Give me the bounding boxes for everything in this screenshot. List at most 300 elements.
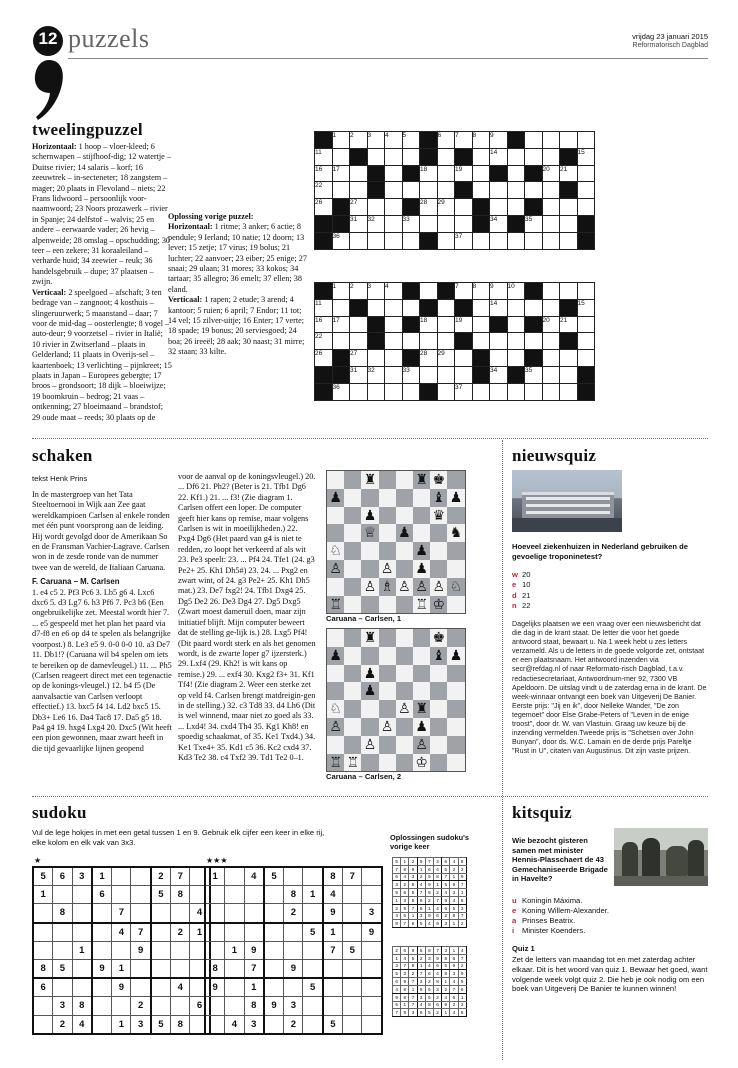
sudoku-cell[interactable] bbox=[362, 959, 382, 978]
crossword-cell[interactable] bbox=[472, 383, 490, 400]
crossword-cell[interactable] bbox=[560, 383, 578, 400]
sudoku-hard-grid[interactable] bbox=[204, 866, 383, 1035]
crossword-cell[interactable]: 27 bbox=[350, 199, 368, 216]
schaken-byline: tekst Henk Prins bbox=[32, 474, 88, 483]
crossword-cell[interactable] bbox=[385, 165, 403, 182]
solution-cell: 9 bbox=[393, 889, 401, 897]
sudoku-cell[interactable] bbox=[131, 886, 151, 904]
crossword-cell[interactable] bbox=[525, 182, 543, 199]
kit-option-u[interactable] bbox=[512, 896, 702, 906]
solution-cell: 6 bbox=[433, 962, 441, 970]
sudoku-cell[interactable] bbox=[225, 904, 244, 923]
crossword-cell[interactable] bbox=[507, 165, 525, 182]
crossword-cell[interactable] bbox=[507, 182, 525, 199]
crossword-cell[interactable]: 31 bbox=[350, 366, 368, 383]
solution-cell: 1 bbox=[442, 978, 450, 986]
crossword-black-cell bbox=[525, 316, 543, 333]
crossword-cell[interactable]: 5 bbox=[402, 132, 420, 149]
crossword-black-cell bbox=[472, 350, 490, 367]
crossword-cell[interactable] bbox=[367, 148, 385, 165]
sudoku-cell[interactable] bbox=[264, 941, 284, 959]
sudoku-cell[interactable] bbox=[53, 886, 72, 904]
crossword-cell[interactable] bbox=[332, 182, 350, 199]
crossword-cell[interactable] bbox=[560, 232, 578, 249]
sudoku-cell[interactable] bbox=[225, 867, 244, 886]
kit-option-e[interactable] bbox=[512, 906, 702, 916]
sudoku-cell[interactable] bbox=[131, 978, 151, 997]
sudoku-cell[interactable] bbox=[205, 941, 225, 959]
crossword-cell[interactable] bbox=[402, 383, 420, 400]
crossword-cell[interactable] bbox=[350, 232, 368, 249]
chess-square bbox=[344, 578, 361, 596]
sudoku-cell[interactable] bbox=[284, 867, 303, 886]
sudoku-cell[interactable] bbox=[264, 923, 284, 942]
crossword-cell[interactable] bbox=[332, 333, 350, 350]
crossword-cell[interactable]: 3 bbox=[367, 283, 385, 300]
crossword-cell[interactable] bbox=[437, 299, 455, 316]
crossword-cell[interactable] bbox=[542, 333, 560, 350]
sudoku-cell[interactable] bbox=[92, 997, 112, 1015]
crossword-cell[interactable] bbox=[490, 182, 508, 199]
sudoku-cell[interactable] bbox=[303, 959, 323, 978]
crossword-cell[interactable]: 7 bbox=[455, 283, 473, 300]
crossword-cell[interactable]: 11 bbox=[315, 299, 333, 316]
crossword-cell[interactable] bbox=[525, 148, 543, 165]
kit-option-a[interactable] bbox=[512, 916, 702, 926]
sudoku-cell[interactable] bbox=[343, 978, 362, 997]
crossword-cell[interactable] bbox=[542, 299, 560, 316]
sudoku-cell[interactable] bbox=[362, 941, 382, 959]
sudoku-cell[interactable] bbox=[205, 904, 225, 923]
sudoku-cell[interactable] bbox=[264, 959, 284, 978]
crossword-cell[interactable] bbox=[577, 182, 595, 199]
option-n[interactable] bbox=[512, 601, 702, 611]
crossword-cell[interactable] bbox=[402, 148, 420, 165]
solution-cell: 6 bbox=[458, 985, 466, 993]
crossword-cell[interactable] bbox=[507, 350, 525, 367]
sudoku-cell[interactable] bbox=[244, 904, 264, 923]
crossword-cell[interactable] bbox=[472, 148, 490, 165]
crossword-cell[interactable] bbox=[402, 333, 420, 350]
crossword-cell[interactable]: 16 bbox=[315, 165, 333, 182]
sudoku-cell[interactable] bbox=[225, 959, 244, 978]
sudoku-cell[interactable] bbox=[53, 978, 72, 997]
crossword-cell[interactable] bbox=[507, 299, 525, 316]
crossword-cell[interactable]: 21 bbox=[560, 165, 578, 182]
crossword-cell[interactable]: 34 bbox=[490, 366, 508, 383]
sudoku-cell[interactable] bbox=[225, 886, 244, 904]
sudoku-cell[interactable] bbox=[92, 923, 112, 942]
sudoku-cell[interactable] bbox=[362, 997, 382, 1015]
crossword-cell[interactable] bbox=[455, 366, 473, 383]
crossword-cell[interactable] bbox=[577, 165, 595, 182]
sudoku-cell[interactable] bbox=[264, 904, 284, 923]
crossword-cell[interactable]: 9 bbox=[490, 283, 508, 300]
crossword-cell[interactable] bbox=[437, 165, 455, 182]
sudoku-cell[interactable] bbox=[171, 959, 190, 978]
sudoku-cell[interactable] bbox=[323, 959, 343, 978]
crossword-cell[interactable]: 20 bbox=[542, 316, 560, 333]
crossword-cell[interactable]: 15 bbox=[577, 148, 595, 165]
crossword-cell[interactable] bbox=[385, 299, 403, 316]
crossword-cell[interactable] bbox=[507, 148, 525, 165]
crossword-cell[interactable] bbox=[437, 366, 455, 383]
crossword-cell[interactable] bbox=[420, 215, 438, 232]
crossword-cell[interactable]: 15 bbox=[577, 299, 595, 316]
solution-cell: 6 bbox=[425, 865, 433, 873]
crossword-cell[interactable]: 21 bbox=[560, 316, 578, 333]
crossword-cell[interactable] bbox=[560, 350, 578, 367]
schaken-col2: voor de aanval op de koningsvleugel.) 20. ... Df6 21. Ph2? (Beter is 21. Tfb1 Dg6 22. Kf1.) 21. ... f3! (Zie diagram 1. Carlsen offert een loper. De computer geeft hier kans op remise, maar volgens Carlsen is wit in moeilijkheden.) 22. Pxg4 Dg6 (Het paard van g4 is niet te redden, zo loopt het verkeerd af als wit 23. Pe3 speelt: 23. ... Pf4 24. Tfe1 (24. g3 Pe2+ 25. Kh1 Dh5#) 23. 24. ... Pxg2 en zwart wint, of 24. g3 Pe2+ 25. Kh1 Dh5 mat.) 23. De7 fxg2! 24. Tfb1 Dxg4 25. Dg5 De2 26. De3 Dg4 27. Dg5 Dxg5 (Zwart moest dameruil doen, maar zijn initiatief blijft. Mijn computer beweert dat de stelling ge-lijk is.) 28. Lxg5 Pf4! (Dit paard wordt sterk en als het genomen wordt, is de zwarte loper g7 ijzersterk.) 29. Lxf4 (29. Kh2! is wit kans op remise.) 29. ... exf4 30. Kxg2 f3+ 31. Kf1 Tf4! (Zie diagram 2. Weer een sterke zet op veld f4. Carlsen brengt matdreigin-gen in de stelling.) 32. c3 Td8 33. d4 Lh6 (Dit is wel winnend, maar niet zo goed als 33. ... Lxd4! 34. cxd4 Th4 35. Kg1 Kh8! en spoedig schaakmat, of 35. Ke1 Txd4.) 34. Ke1 Txe4+ 35. Kd1 c5 36. Kc2 cxd4 37. Kd3 Te2 38. c4 Txf2 39. Td1 Te2 0–1. bbox=[178, 472, 316, 762]
crossword-cell[interactable] bbox=[402, 182, 420, 199]
white-pawn-icon: ♙ bbox=[329, 561, 342, 577]
crossword-cell[interactable] bbox=[577, 283, 595, 300]
crossword-cell[interactable] bbox=[385, 316, 403, 333]
crossword-cell[interactable] bbox=[332, 299, 350, 316]
crossword-cell[interactable]: 8 bbox=[472, 283, 490, 300]
crossword-cell[interactable]: 1 bbox=[332, 283, 350, 300]
solution-cell: 9 bbox=[433, 920, 441, 928]
crossword-cell[interactable]: 22 bbox=[315, 182, 333, 199]
crossword-cell[interactable] bbox=[542, 215, 560, 232]
crossword-cell[interactable] bbox=[350, 182, 368, 199]
sudoku-cell[interactable] bbox=[33, 941, 53, 959]
sudoku-cell[interactable] bbox=[205, 923, 225, 942]
chess-square bbox=[413, 524, 430, 542]
crossword-cell[interactable]: 31 bbox=[350, 215, 368, 232]
crossword-cell[interactable] bbox=[420, 182, 438, 199]
crossword-cell[interactable] bbox=[455, 350, 473, 367]
crossword-cell[interactable] bbox=[350, 383, 368, 400]
crossword-cell[interactable] bbox=[385, 199, 403, 216]
sudoku-cell[interactable] bbox=[33, 997, 53, 1015]
crossword-cell[interactable] bbox=[367, 199, 385, 216]
sudoku-cell[interactable] bbox=[362, 867, 382, 886]
crossword-grid-2[interactable] bbox=[314, 282, 595, 401]
sudoku-cell: 9 bbox=[92, 959, 112, 978]
crossword-cell[interactable]: 19 bbox=[455, 316, 473, 333]
sudoku-cell[interactable] bbox=[343, 997, 362, 1015]
crossword-cell[interactable] bbox=[420, 283, 438, 300]
crossword-cell[interactable] bbox=[472, 182, 490, 199]
crossword-cell[interactable] bbox=[402, 232, 420, 249]
sudoku-cell[interactable] bbox=[151, 997, 171, 1015]
crossword-cell[interactable]: 36 bbox=[332, 383, 350, 400]
sudoku-cell[interactable] bbox=[92, 904, 112, 923]
sudoku-cell[interactable] bbox=[303, 867, 323, 886]
sudoku-cell[interactable] bbox=[343, 1015, 362, 1034]
crossword-cell[interactable]: 22 bbox=[315, 333, 333, 350]
sudoku-cell[interactable] bbox=[343, 886, 362, 904]
crossword-cell[interactable] bbox=[542, 232, 560, 249]
crossword-cell[interactable] bbox=[472, 299, 490, 316]
crossword-cell[interactable] bbox=[332, 148, 350, 165]
crossword-cell[interactable] bbox=[385, 182, 403, 199]
crossword-cell[interactable]: 33 bbox=[402, 215, 420, 232]
crossword-cell[interactable] bbox=[507, 383, 525, 400]
crossword-cell[interactable] bbox=[542, 350, 560, 367]
crossword-cell[interactable]: 10 bbox=[507, 283, 525, 300]
crossword-cell[interactable] bbox=[455, 199, 473, 216]
sudoku-cell[interactable] bbox=[131, 904, 151, 923]
crossword-cell[interactable] bbox=[385, 333, 403, 350]
crossword-cell[interactable] bbox=[437, 182, 455, 199]
crossword-cell[interactable]: 18 bbox=[420, 165, 438, 182]
crossword-cell[interactable] bbox=[367, 350, 385, 367]
crossword-cell[interactable] bbox=[542, 148, 560, 165]
sudoku-cell[interactable] bbox=[205, 886, 225, 904]
sudoku-cell: 1 bbox=[225, 941, 244, 959]
crossword-cell[interactable] bbox=[490, 333, 508, 350]
crossword-cell[interactable]: 35 bbox=[525, 366, 543, 383]
crossword-cell[interactable] bbox=[542, 283, 560, 300]
crossword-cell[interactable] bbox=[385, 366, 403, 383]
crossword-cell[interactable] bbox=[490, 232, 508, 249]
sudoku-cell[interactable] bbox=[303, 1015, 323, 1034]
crossword-cell[interactable] bbox=[542, 383, 560, 400]
sudoku-cell[interactable] bbox=[225, 997, 244, 1015]
crossword-cell[interactable] bbox=[542, 182, 560, 199]
sudoku-cell[interactable] bbox=[205, 1015, 225, 1034]
sudoku-cell[interactable] bbox=[33, 904, 53, 923]
crossword-cell[interactable]: 14 bbox=[490, 148, 508, 165]
sudoku-cell[interactable] bbox=[362, 886, 382, 904]
chess-square bbox=[447, 754, 464, 772]
sudoku-cell[interactable] bbox=[343, 923, 362, 942]
crossword-black-cell bbox=[332, 366, 350, 383]
crossword-cell[interactable] bbox=[385, 215, 403, 232]
crossword-cell[interactable]: 2 bbox=[350, 283, 368, 300]
sudoku-instructions: Vul de lege hokjes in met een getal tussen 1 en 9. Gebruik elk cijfer een keer in elke rij, elke kolom en elk vak van 3x3. bbox=[32, 828, 325, 847]
sudoku-cell[interactable] bbox=[33, 923, 53, 942]
crossword-cell[interactable] bbox=[507, 316, 525, 333]
sudoku-cell[interactable] bbox=[151, 923, 171, 942]
crossword-black-cell bbox=[332, 199, 350, 216]
sudoku-cell[interactable] bbox=[92, 941, 112, 959]
option-d[interactable] bbox=[512, 591, 702, 601]
crossword-cell[interactable]: 37 bbox=[455, 383, 473, 400]
crossword-cell[interactable] bbox=[437, 148, 455, 165]
crossword-grid-1[interactable] bbox=[314, 131, 595, 250]
crossword-cell[interactable] bbox=[525, 232, 543, 249]
crossword-cell[interactable]: 2 bbox=[350, 132, 368, 149]
crossword-cell[interactable] bbox=[350, 316, 368, 333]
crossword-cell[interactable] bbox=[472, 316, 490, 333]
crossword-cell[interactable]: 8 bbox=[472, 132, 490, 149]
crossword-cell[interactable] bbox=[367, 383, 385, 400]
sudoku-cell[interactable] bbox=[225, 978, 244, 997]
crossword-cell[interactable] bbox=[577, 199, 595, 216]
crossword-cell[interactable]: 26 bbox=[315, 350, 333, 367]
crossword-cell[interactable] bbox=[472, 333, 490, 350]
crossword-cell[interactable] bbox=[385, 383, 403, 400]
crossword-cell[interactable] bbox=[350, 333, 368, 350]
sudoku-cell[interactable] bbox=[112, 867, 131, 886]
crossword-cell[interactable] bbox=[577, 132, 595, 149]
solution-cell: 7 bbox=[458, 954, 466, 962]
sudoku-cell[interactable] bbox=[264, 886, 284, 904]
sudoku-cell[interactable] bbox=[112, 941, 131, 959]
crossword-cell[interactable]: 18 bbox=[420, 316, 438, 333]
crossword-cell[interactable] bbox=[420, 333, 438, 350]
sudoku-cell[interactable] bbox=[303, 997, 323, 1015]
crossword-cell[interactable] bbox=[385, 148, 403, 165]
solution-cell: 3 bbox=[393, 881, 401, 889]
crossword-cell[interactable]: 33 bbox=[402, 366, 420, 383]
sudoku-cell[interactable] bbox=[171, 904, 190, 923]
crossword-cell[interactable] bbox=[472, 232, 490, 249]
crossword-cell[interactable] bbox=[350, 165, 368, 182]
crossword-cell[interactable] bbox=[437, 333, 455, 350]
sudoku-cell[interactable] bbox=[323, 978, 343, 997]
crossword-cell[interactable]: 9 bbox=[490, 132, 508, 149]
crossword-cell[interactable] bbox=[507, 199, 525, 216]
crossword-cell[interactable] bbox=[525, 299, 543, 316]
crossword-cell[interactable] bbox=[560, 132, 578, 149]
sudoku-cell[interactable] bbox=[72, 886, 92, 904]
sudoku-cell[interactable] bbox=[53, 923, 72, 942]
sudoku-cell[interactable] bbox=[112, 886, 131, 904]
sudoku-cell[interactable] bbox=[244, 923, 264, 942]
crossword-cell[interactable]: 19 bbox=[455, 165, 473, 182]
crossword-cell[interactable] bbox=[525, 383, 543, 400]
crossword-cell[interactable] bbox=[542, 199, 560, 216]
sudoku-cell[interactable] bbox=[171, 941, 190, 959]
sudoku-cell[interactable] bbox=[92, 1015, 112, 1034]
crossword-cell[interactable] bbox=[490, 350, 508, 367]
sudoku-cell[interactable] bbox=[72, 959, 92, 978]
crossword-cell[interactable] bbox=[385, 350, 403, 367]
sudoku-easy-grid[interactable] bbox=[32, 866, 211, 1035]
crossword-cell[interactable] bbox=[437, 215, 455, 232]
sudoku-cell[interactable] bbox=[53, 941, 72, 959]
sudoku-cell[interactable] bbox=[131, 959, 151, 978]
sudoku-cell[interactable] bbox=[362, 978, 382, 997]
sudoku-cell[interactable] bbox=[72, 904, 92, 923]
crossword-cell[interactable]: 35 bbox=[525, 215, 543, 232]
sudoku-cell[interactable] bbox=[151, 904, 171, 923]
sudoku-cell[interactable] bbox=[284, 941, 303, 959]
crossword-cell[interactable]: 27 bbox=[350, 350, 368, 367]
crossword-cell[interactable] bbox=[542, 366, 560, 383]
sudoku-cell[interactable] bbox=[323, 997, 343, 1015]
crossword-cell[interactable] bbox=[367, 299, 385, 316]
crossword-cell[interactable] bbox=[437, 232, 455, 249]
sudoku-cell[interactable] bbox=[264, 1015, 284, 1034]
sudoku-cell[interactable] bbox=[131, 867, 151, 886]
crossword-cell[interactable] bbox=[577, 350, 595, 367]
crossword-cell[interactable]: 17 bbox=[332, 165, 350, 182]
crossword-cell[interactable]: 32 bbox=[367, 366, 385, 383]
crossword-cell[interactable] bbox=[577, 316, 595, 333]
crossword-cell[interactable]: 17 bbox=[332, 316, 350, 333]
crossword-cell[interactable] bbox=[437, 383, 455, 400]
chess-square bbox=[344, 596, 361, 614]
option-w[interactable] bbox=[512, 570, 702, 580]
crossword-cell[interactable] bbox=[525, 333, 543, 350]
crossword-cell[interactable] bbox=[385, 232, 403, 249]
crossword-cell[interactable]: 29 bbox=[437, 350, 455, 367]
crossword-cell[interactable]: 14 bbox=[490, 299, 508, 316]
crossword-cell[interactable]: 1 bbox=[332, 132, 350, 149]
crossword-cell[interactable]: 7 bbox=[455, 132, 473, 149]
sudoku-cell[interactable] bbox=[343, 904, 362, 923]
crossword-cell[interactable]: 3 bbox=[367, 132, 385, 149]
sudoku-cell[interactable] bbox=[112, 997, 131, 1015]
sudoku-cell[interactable] bbox=[362, 1015, 382, 1034]
option-e[interactable] bbox=[512, 580, 702, 590]
sudoku-cell[interactable] bbox=[33, 1015, 53, 1034]
crossword-cell[interactable] bbox=[507, 232, 525, 249]
sudoku-cell[interactable] bbox=[151, 978, 171, 997]
crossword-cell[interactable]: 34 bbox=[490, 215, 508, 232]
crossword-cell[interactable]: 6 bbox=[437, 132, 455, 149]
crossword-cell[interactable]: 4 bbox=[385, 132, 403, 149]
black-pawn-icon: ♟ bbox=[398, 525, 411, 542]
crossword-cell[interactable] bbox=[577, 333, 595, 350]
crossword-cell[interactable] bbox=[560, 199, 578, 216]
chess-square bbox=[361, 718, 378, 736]
crossword-cell[interactable]: 4 bbox=[385, 283, 403, 300]
crossword-cell[interactable] bbox=[437, 316, 455, 333]
crossword-cell[interactable] bbox=[455, 215, 473, 232]
sudoku-cell[interactable] bbox=[151, 941, 171, 959]
kitsquiz-quiz-label: Quiz 1 bbox=[512, 944, 535, 953]
sudoku-cell[interactable] bbox=[151, 959, 171, 978]
sudoku-cell: 2 bbox=[284, 904, 303, 923]
crossword-cell[interactable]: 16 bbox=[315, 316, 333, 333]
crossword-cell[interactable] bbox=[420, 366, 438, 383]
crossword-cell[interactable]: 11 bbox=[315, 148, 333, 165]
crossword-cell[interactable]: 26 bbox=[315, 199, 333, 216]
sudoku-cell[interactable] bbox=[72, 923, 92, 942]
sudoku-cell[interactable] bbox=[284, 923, 303, 942]
sudoku-cell[interactable] bbox=[264, 978, 284, 997]
crossword-cell[interactable] bbox=[560, 215, 578, 232]
sudoku-cell[interactable] bbox=[244, 886, 264, 904]
kit-option-i[interactable] bbox=[512, 926, 702, 936]
sudoku-cell[interactable] bbox=[92, 978, 112, 997]
chess-square bbox=[430, 542, 447, 560]
solution-cell: 2 bbox=[442, 985, 450, 993]
crossword-cell[interactable]: 29 bbox=[437, 199, 455, 216]
crossword-cell[interactable] bbox=[367, 232, 385, 249]
crossword-cell[interactable] bbox=[490, 199, 508, 216]
sudoku-cell[interactable] bbox=[284, 978, 303, 997]
crossword-cell[interactable]: 20 bbox=[542, 165, 560, 182]
crossword-cell[interactable] bbox=[542, 132, 560, 149]
sudoku-cell[interactable] bbox=[225, 923, 244, 942]
sudoku-cell[interactable] bbox=[72, 978, 92, 997]
crossword-cell[interactable] bbox=[560, 283, 578, 300]
crossword-cell[interactable] bbox=[560, 366, 578, 383]
crossword-cell[interactable] bbox=[402, 299, 420, 316]
crossword-cell[interactable] bbox=[472, 165, 490, 182]
sudoku-cell[interactable] bbox=[205, 997, 225, 1015]
crossword-cell[interactable]: 28 bbox=[420, 350, 438, 367]
sudoku-cell[interactable] bbox=[303, 941, 323, 959]
crossword-cell[interactable] bbox=[507, 333, 525, 350]
crossword-cell[interactable] bbox=[490, 383, 508, 400]
sudoku-cell[interactable] bbox=[343, 959, 362, 978]
crossword-cell[interactable]: 37 bbox=[455, 232, 473, 249]
sudoku-cell[interactable] bbox=[171, 997, 190, 1015]
crossword-cell[interactable]: 36 bbox=[332, 232, 350, 249]
crossword-cell[interactable]: 28 bbox=[420, 199, 438, 216]
crossword-cell[interactable] bbox=[525, 132, 543, 149]
sudoku-cell[interactable] bbox=[303, 904, 323, 923]
crossword-cell[interactable]: 32 bbox=[367, 215, 385, 232]
